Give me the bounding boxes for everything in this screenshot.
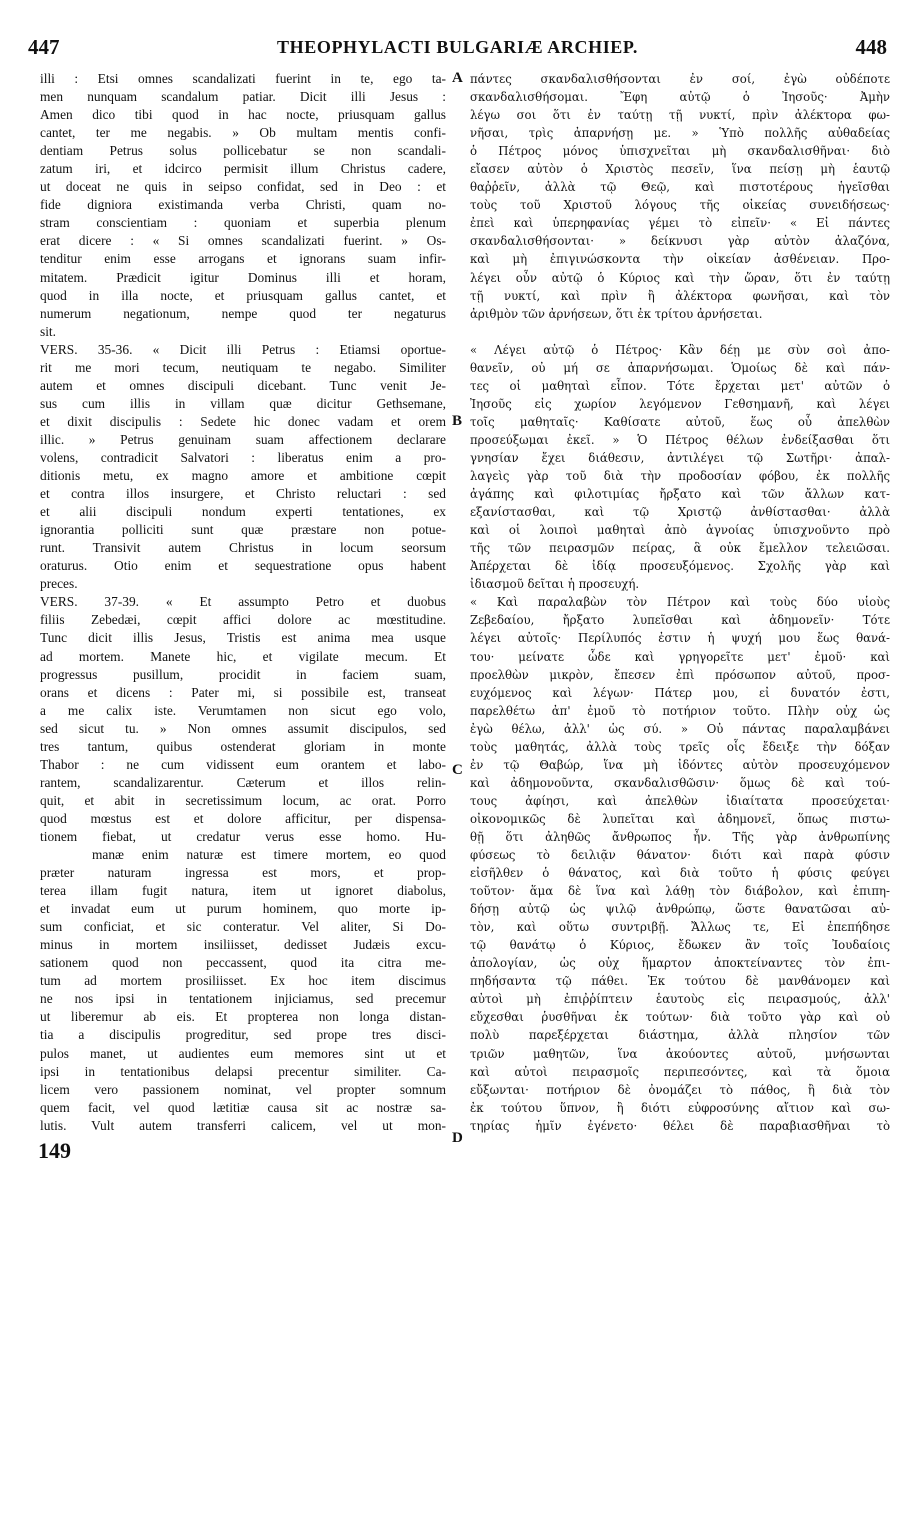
latin-text-line: sed sicut tu. » Non omnes assumit discipulos, sed — [40, 720, 446, 736]
greek-text-line: ἐν τῷ Θαβώρ, ἵνα μὴ ἰδόντες αὐτὸν προσευχόμενον — [470, 757, 890, 772]
latin-text-line: pulos manet, ut audientes eum memores sint ut et — [40, 1045, 446, 1061]
greek-text-line: λέγει οὖν αὐτῷ ὁ Κύριος καὶ τὴν ὥραν, ὅτι ἐν ταύτῃ — [470, 270, 890, 285]
greek-text-line: καὶ οἱ λοιποὶ μαθηταὶ ἀπὸ ἀγνοίας ὑπισχνοῦντο πρὸ — [470, 523, 890, 538]
greek-text-line: οἰκονομικῶς δὲ λυπεῖται καὶ ἀδημονεῖ, ὅπως πιστω- — [470, 811, 890, 826]
latin-text-line: Tunc dicit illis Jesus, Tristis est anima mea usque — [40, 630, 446, 646]
greek-text-line: τοὺς τοῦ Χριστοῦ λόγους τῆς οἰκείας συνειδήσεως· — [470, 198, 890, 213]
latin-text-line: quod mœstus est et dolore afficitur, per dispensa- — [40, 810, 446, 826]
latin-text-line: licem vero passionem nominat, vel propter somnum — [40, 1081, 446, 1097]
latin-text-line: erat dicere : « Si omnes scandalizati fuerint. » Os- — [40, 233, 446, 249]
latin-text-line: ditionis metu, ex magno amore et ambitione cœpit — [40, 468, 446, 484]
latin-text-line: sationem quod non peccassent, quod ita citra me- — [40, 955, 446, 971]
latin-text-line: Amen dico tibi quod in hac nocte, priusquam gallus — [40, 107, 446, 123]
greek-text-line: θῇ ὅτι ἀληθῶς ἄνθρωπος ἦν. Τῆς γὰρ ἀνθρωπίνης — [470, 829, 890, 844]
greek-text-line: νῆσαι, τρὶς ἀπαρνήσῃ με. » Ὑπὸ πολλῆς αὐθαδείας — [470, 126, 890, 141]
latin-text-line: oraturus. Otio enim et sequestratione opus habent — [40, 558, 446, 574]
greek-text-line: ἀριθμὸν τῶν ἀρνήσεων, ὅτι ἐκ τρίτου ἀρνήσεται. — [470, 306, 763, 321]
latin-text-line: VERS. 37-39. « Et assumpto Petro et duobus — [40, 594, 446, 610]
latin-text-line: lutis. Vult autem transferri calicem, vel ut mon- — [40, 1117, 446, 1133]
greek-text-line: ἐγὼ θέλω, ἀλλ' ὡς σύ. » Οὐ πάντας παραλαμβάνει — [470, 721, 890, 736]
latin-text-line: runt. Transivit autem Christus in locum seorsum — [40, 540, 446, 556]
latin-text-line: orans et dicens : Pater mi, si possibile est, transeat — [40, 684, 446, 700]
section-marker-a: A — [452, 70, 463, 86]
greek-text-line: ἀγάπης καὶ φιλοτιμίας ἤρξατο καὶ τῶν ἄλλων κατ- — [470, 487, 890, 502]
greek-text-line: « Λέγει αὐτῷ ὁ Πέτρος· Κἂν δέῃ με σὺν σοὶ ἀπο- — [470, 342, 890, 357]
greek-text-line: θαῤῥεῖν, ἀλλὰ τῷ Θεῷ, καὶ πιστοτέρους ἡγεῖσθαι — [470, 180, 890, 195]
greek-text-line: παρελθέτω ἀπ' ἐμοῦ τὸ ποτήριον τοῦτο. Πλὴν οὐχ ὡς — [470, 703, 890, 718]
latin-text-line: sit. — [40, 323, 56, 339]
section-marker-c: C — [452, 762, 463, 778]
latin-text-line: tia a discipulis progreditur, sed prope tres disci- — [40, 1027, 446, 1043]
latin-text-line: mitatem. Prædicit igitur Dominus illi et horam, — [40, 269, 446, 285]
greek-text-line: θανεῖν, οὐ μή σε ἀπαρνήσωμαι. Ὁμοίως δὲ καὶ πάν- — [470, 360, 890, 375]
greek-text-line: πηδήσαντα τῷ πάθει. Ἐκ τούτου δὲ μανθάνομεν καὶ — [470, 974, 890, 989]
greek-text-line: καὶ αὐτοὶ πειρασμοῖς περιπεσόντες, καὶ τὰ ὅμοια — [470, 1064, 890, 1079]
latin-text-line: sus cum illis in villam quæ dicitur Gethsemane, — [40, 395, 446, 411]
latin-text-line: preces. — [40, 576, 78, 592]
greek-text-line: δήσῃ αὐτῷ ὡς ψιλῷ ἀνθρώπῳ, ὥστε θανατῶσαι αὐ- — [470, 902, 890, 917]
greek-text-line: Ζεβεδαίου, ἤρξατο λυπεῖσθαι καὶ ἀδημονεῖν· Τότε — [470, 613, 890, 628]
latin-text-line: cantet, ter me negabis. » Ob multam mentis confi- — [40, 125, 446, 141]
greek-text-line: εἰσῆλθεν ὁ θάνατος, καὶ διὰ τοῦτο ἡ φύσις φεύγει — [470, 866, 890, 881]
latin-text-line: quit, et abit in secretissimum locum, ac orat. Porro — [40, 792, 446, 808]
latin-text-line: ad mortem. Manete hic, et vigilate mecum. Et — [40, 648, 446, 664]
latin-text-line: rantem, scandalizarentur. Cæterum et illos relin- — [40, 774, 446, 790]
greek-text-line: τες οἱ μαθηταὶ εἶπον. Τότε ἔρχεται μετ' αὐτῶν ὁ — [470, 378, 890, 393]
latin-text-line: rit me mori tecum, neutiquam te negabo. Similiter — [40, 359, 446, 375]
latin-text-line: VERS. 35-36. « Dicit illi Petrus : Etiamsi oportue- — [40, 341, 446, 357]
greek-text-line: τῇ νυκτί, καὶ πρὶν ἢ ἀλέκτορα φωνῆσαι, καὶ τὸν — [470, 288, 890, 303]
greek-text-line: καὶ μὴ ἐπιγινώσκοντα τὴν οἰκείαν ἀσθένειαν. Προ- — [470, 252, 890, 267]
greek-text-line: εὔχεσθαι ῥυσθῆναι ἐκ τούτων· διὰ τοῦτο γὰρ καὶ οὐ — [470, 1010, 890, 1025]
latin-text-line: autem et omnes discipuli dicebant. Tunc venit Je- — [40, 377, 446, 393]
latin-text-line: zatum iri, et idcirco permisit illum Christus cadere, — [40, 161, 446, 177]
greek-text-line: τὸν, καὶ οὕτω συντριβῇ. Ἄλλως τε, Εἰ ἐπεπήδησε — [470, 920, 890, 935]
latin-text-line: præter naturam ingressa est mors, et prop- — [40, 865, 446, 881]
latin-text-line: filiis Zebedæi, cœpit affici dolore ac mœstitudine. — [40, 612, 446, 628]
latin-text-line: a me calix iste. Verumtamen non sicut ego volo, — [40, 702, 446, 718]
greek-text-line: γνησίαν ἔχει διάθεσιν, ἀντιλέγει τῷ Σωτῆρι· ἀπαλ- — [470, 450, 890, 465]
latin-text-line: men nunquam scandalum patiar. Dicit illi Jesus : — [40, 89, 446, 105]
greek-text-line: πολὺ παρεξέρχεται διάστημα, ἀλλὰ πλησίον τῶν — [470, 1028, 890, 1043]
greek-text-line: σκανδαλισθήσομαι. Ἔφη αὐτῷ ὁ Ἰησοῦς· Ἀμὴν — [470, 90, 890, 105]
greek-text-line: λαγεὶς γὰρ τοῦ διὰ τὴν προδοσίαν φόβου, ἐκ πολλῆς — [470, 469, 890, 484]
greek-text-line: ἰδιασμοῦ δεῖται ἡ προσευχή. — [470, 577, 640, 592]
latin-text-line: fide digniora existimanda verba Christi, quam no- — [40, 197, 446, 213]
latin-text-line: terea illam fugit natura, item ut ignoret diabolus, — [40, 883, 446, 899]
greek-text-line: ευχόμενος καὶ λέγων· Πάτερ μου, εἰ δυνατόν ἐστι, — [470, 685, 890, 700]
page-header — [28, 32, 887, 62]
greek-text-line: « Καὶ παραλαβὼν τὸν Πέτρον καὶ τοὺς δύο υἱοὺς — [470, 595, 890, 610]
latin-text-line: illi : Etsi omnes scandalizati fuerint in te, ego ta- — [40, 71, 446, 86]
latin-text-line: quod in illa nocte, et priusquam gallus cantet, et — [40, 287, 446, 303]
greek-text-line: τοῖς μαθηταῖς· Καθίσατε αὐτοῦ, ἕως οὗ ἀπελθὼν — [470, 414, 890, 429]
latin-text-line: et contra illos insurgere, et Christo reluctari : sed — [40, 486, 446, 502]
greek-column — [470, 70, 890, 1135]
greek-text-line: τηρίας ἡμῖν ἐγένετο· θέλει δὲ παραβιασθῆναι τὸ — [470, 1118, 890, 1133]
left-page-number: 447 — [28, 34, 60, 59]
greek-text-line: τῆς τῶν πειρασμῶν πείρας, ἃ οὐκ ἔμελλον τελειῶσαι. — [470, 541, 890, 556]
latin-text-line: et dixit discipulis : Sedete hic donec vadam et orem — [40, 413, 446, 429]
greek-text-line: προελθὼν μικρὸν, ἔπεσεν ἐπὶ πρόσωπον αὐτοῦ, προσ- — [470, 667, 890, 682]
latin-text-line: tres tantum, quibus ostenderat gloriam in monte — [40, 738, 446, 754]
column-number: 149 — [38, 1138, 71, 1163]
latin-text-line: sum conficiat, et sic conteratur. Vel aliter, Si Do- — [40, 919, 446, 935]
latin-text-line: volens, contradicit Salvatori : liberatus enim a pro- — [40, 449, 446, 465]
latin-text-line: et invadat eum ut purum hominem, quo morte ip- — [40, 901, 446, 917]
greek-text-line: καὶ ἀδημονοῦντα, σκανδαλισθῶσιν· ὅμως δὲ καὶ τού- — [470, 775, 890, 790]
latin-text-line: tionem fiebat, ut credatur verus esse homo. Hu- — [40, 828, 446, 844]
greek-text-line: τους ἀφίησι, καὶ ἀπελθὼν ἰδιαίτατα προσεύχεται· — [470, 793, 890, 808]
greek-text-line: ὁ Πέτρος μόνος ὑπισχνεῖται μὴ σκανδαλισθῆναι· διὸ — [470, 144, 890, 159]
latin-text-line: ut doceat ne quis in seipso confidat, sed in Deo : et — [40, 179, 446, 195]
latin-text-line: Thabor : ne cum vidissent eum orantem et labo- — [40, 756, 446, 772]
greek-text-line: προσεύξωμαι ἐκεῖ. » Ὁ Πέτρος θέλων ἐνδείξασθαι ὅτι — [470, 432, 890, 447]
latin-text-line: quem facit, vel quod lætitiæ causa sit ac nostræ sa- — [40, 1099, 446, 1115]
greek-text-line: φύσεως τὸ δειλιᾷν θάνατον· διότι καὶ παρὰ φύσιν — [470, 848, 890, 863]
greek-text-line: Ἀπέρχεται δὲ ἰδίᾳ προσευξόμενος. Σχολῆς γὰρ καὶ — [470, 559, 890, 574]
latin-text-line: progressus pusillum, procidit in faciem suam, — [40, 666, 446, 682]
greek-text-line: πάντες σκανδαλισθήσονται ἐν σοί, ἐγὼ οὐδέποτε — [470, 72, 890, 86]
section-marker-b: B — [452, 413, 463, 429]
greek-text-line: εὔξωνται· ποτήριον δὲ ὀνομάζει τὸ πάθος, ἢ διὰ τὸν — [470, 1082, 890, 1097]
greek-text-line: σκανδαλισθήσονται· » δείκνυσι γὰρ αὐτὸν ἀλαζόνα, — [470, 234, 890, 249]
greek-text-line: λέγω σοι ὅτι ἐν ταύτῃ τῇ νυκτί, πρὶν ἀλέκτορα φω- — [470, 108, 890, 123]
greek-text-line: λέγει αὐτοῖς· Περίλυπός ἐστιν ἡ ψυχή μου ἕως θανά- — [470, 631, 890, 646]
greek-text-line: του· μείνατε ὧδε καὶ γρηγορεῖτε μετ' ἐμοῦ· καὶ — [470, 649, 890, 664]
latin-text-line: dentiam Petrus solus pollicebatur se non scandali- — [40, 143, 446, 159]
greek-text-line: τοὺς μαθητάς, ἀλλὰ τοὺς τρεῖς οἷς ἔδειξε τὴν δόξαν — [470, 739, 890, 754]
latin-text-line: ne nos ipsi in tentationem injiciamus, sed precemur — [40, 991, 446, 1007]
latin-text-line: stram conscientiam : quoniam et superbia plenum — [40, 215, 446, 231]
greek-text-line: ἀπολογίαν, ὡς οὐχ ἥμαρτον ἀποκτείναντες τὸν ἐπι- — [470, 956, 890, 971]
section-marker-d: D — [452, 1130, 463, 1146]
latin-text-line: ipsi in tentationibus delapsi precentur similiter. Ca- — [40, 1063, 446, 1079]
greek-text-line: αὐτοὶ μὴ ἐπιῤῥίπτειν ἑαυτοὺς εἰς πειρασμούς, ἀλλ' — [470, 992, 890, 1007]
greek-text-line: ἐκ τούτου ὕπνον, ἢ διότι εὐφροσύνης αἴτιον καὶ σω- — [470, 1100, 890, 1115]
latin-text-line: tum ad mortem prosiliisset. Ex hoc item discimus — [40, 973, 446, 989]
right-page-number: 448 — [855, 34, 887, 59]
latin-text-line: minus in mortem insiliisset, dedisset Judæis excu- — [40, 937, 446, 953]
latin-text-line: numerum negationum, nempe quod ter negaturus — [40, 305, 446, 321]
greek-text-line: εξανίστασθαι, καὶ τῷ Χριστῷ ἀνθίστασθαι· ἀλλὰ — [470, 505, 890, 520]
latin-text-line: tenditur enim esse arrogans et ignorans suam infir- — [40, 251, 446, 267]
latin-text-line: illic. » Petrus genuinam suam affectionem declarare — [40, 431, 446, 447]
greek-text-line: τῷ θανάτῳ ὁ Κύριος, ἔδωκεν ἂν τοῖς Ἰουδαίοις — [470, 938, 890, 953]
greek-text-line: ἐπεὶ καὶ ὑπερηφανίας γέμει τὸ εἰπεῖν· « Εἰ πάντες — [470, 216, 890, 231]
latin-text-line: ut liberemur ab eis. Et propterea non longa distan- — [40, 1009, 446, 1025]
greek-text-line: τοῦτον· ἅμα δὲ ἵνα καὶ λάθῃ τὸν διάβολον, καὶ ἐπιπη- — [470, 884, 890, 899]
running-title: THEOPHYLACTI BULGARIÆ ARCHIEP. — [277, 36, 638, 57]
greek-text-line: εἴασεν αὐτὸν ὁ Χριστὸς πεσεῖν, ἵνα πείσῃ μὴ ἑαυτῷ — [470, 162, 890, 177]
latin-text-line: manæ enim naturæ est timere mortem, eo quod — [92, 847, 446, 863]
greek-text-line: Ἰησοῦς εἰς χωρίον λεγόμενον Γεθσημανῆ, καὶ λέγει — [470, 396, 890, 411]
latin-text-line: ignorantia polliciti sunt quæ præstare non potue- — [40, 522, 446, 538]
greek-text-line — [470, 323, 890, 341]
greek-text-line: τριῶν μαθητῶν, ἵνα ἀκούοντες αὐτοῦ, μνήσωνται — [470, 1046, 890, 1061]
latin-text-line: et alii discipuli nondum experti tentationes, ex — [40, 504, 446, 520]
latin-column — [40, 70, 446, 1135]
